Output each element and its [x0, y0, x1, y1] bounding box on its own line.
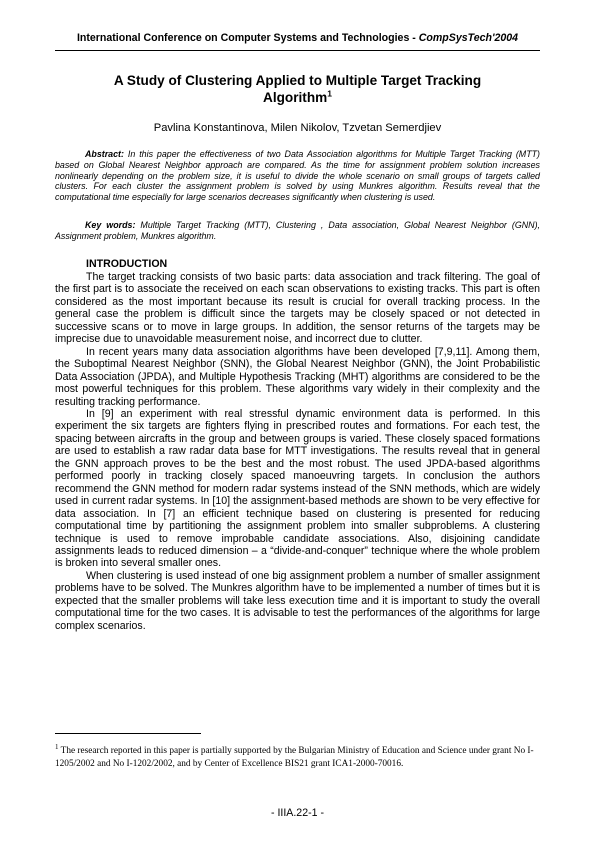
paragraph: The target tracking consists of two basic parts: data association and track filtering. The goal of the first part is to associate the received on each scan observations to existing tracks. This part is often considered as the most important because its result is crucial for overall tracking process. In the general case the problem is difficult since the targets may be closely spaced or not detected in successive scans or to move in large groups. In addition, the sensor returns of the targets may be imprecise due to unavoidable measurement noise, and incorrect due to clutter.: [55, 271, 540, 346]
title-line-2: Algorithm: [263, 90, 328, 105]
abstract-label: Abstract:: [85, 149, 124, 159]
introduction-body: [55, 271, 540, 632]
keywords-text: Multiple Target Tracking (MTT), Clustering , Data association, Global Nearest Neighbor (GNN), Assignment problem, Munkres algorithm.: [55, 220, 540, 241]
keywords-label: Key words:: [85, 220, 136, 230]
footnote: [55, 741, 540, 771]
paragraph: When clustering is used instead of one big assignment problem a number of smaller assignment problems have to be solved. The Munkres algorithm have to be implemented a number of times but it is expected that the smaller problems will take less execution time and it is important to study the overall computational time for the two cases. It is advisable to test the performances of the algorithms for large complex scenarios.: [55, 569, 540, 632]
title-footnote-mark: 1: [327, 88, 332, 99]
footnote-text: The research reported in this paper is partially supported by the Bulgarian Ministry of Education and Science under grant No I-1205/2002 and No I-1202/2002, and by Center of Excellence BIS21 grant ICA1-2000-70016.: [55, 746, 534, 770]
conference-header: [55, 32, 540, 44]
footnote-rule: [55, 733, 201, 734]
header-rule: [55, 50, 540, 51]
title-line-1: A Study of Clustering Applied to Multiple Target Tracking: [113, 73, 482, 88]
paper-title: [100, 72, 495, 106]
keywords: [55, 220, 540, 242]
section-heading-introduction: INTRODUCTION: [86, 258, 168, 270]
abstract-text: In this paper the effectiveness of two Data Association algorithms for Multiple Target Tracking (MTT) based on Global Nearest Neighbor approach are compared. As the time for assignment problem solution increases nonlinearly depending on the problem size, it is useful to divide the whole scenario on small groups of targets called clusters. For each cluster the assignment problem is solved by using Munkres algorithm. Results reveal that the computational time especially for large scenarios decreases significantly when clustering is used.: [55, 149, 540, 203]
page-number: - IIIA.22-1 -: [271, 807, 324, 819]
footnote-mark: 1: [55, 743, 59, 751]
conference-short-name: CompSysTech'2004: [418, 32, 519, 44]
conference-name: International Conference on Computer Systems and Technologies -: [76, 32, 419, 44]
author-list: Pavlina Konstantinova, Milen Nikolov, Tzvetan Semerdjiev: [153, 122, 442, 134]
paragraph: In recent years many data association algorithms have been developed [7,9,11]. Among them, the Suboptimal Nearest Neighbor (SNN), the Global Nearest Neighbor (GNN), the Joint Probabilistic Data Association (JPDA), and Multiple Hypothesis Tracking (MHT) algorithms are considered to be the most powerful techniques for this problem. These algorithms vary widely in their complexity and the resulting tracking performance.: [55, 345, 540, 408]
paragraph: In [9] an experiment with real stressful dynamic environment data is performed. In this experiment the six targets are fighters flying in prescribed routes and formations. For each test, the spacing between aircrafts in the group and between groups is varied. These closely spaced formations are used to establish a raw radar data base for MTT investigations. The results reveal that in general the GNN approach proves to be the best and the most robust. The used JPDA-based algorithms performed poorly in tracking closely spaced manoeuvring targets. In conclusion the authors recommend the GNN method for modern radar systems instead of the SNN methods, which are widely used in current radar systems. In [10] the assignment-based methods are shown to be very effective for data association. In [7] an efficient technique based on clustering is presented for reducing computational time by partitioning the assignment problem into smaller subproblems. A clustering technique is used to remove improbable candidate associations. Also, disjoining candidate assignments leads to reduced dimension – a “divide-and-conquer” technique where the whole problem is broken into several smaller ones.: [55, 407, 540, 570]
abstract: [55, 149, 540, 203]
